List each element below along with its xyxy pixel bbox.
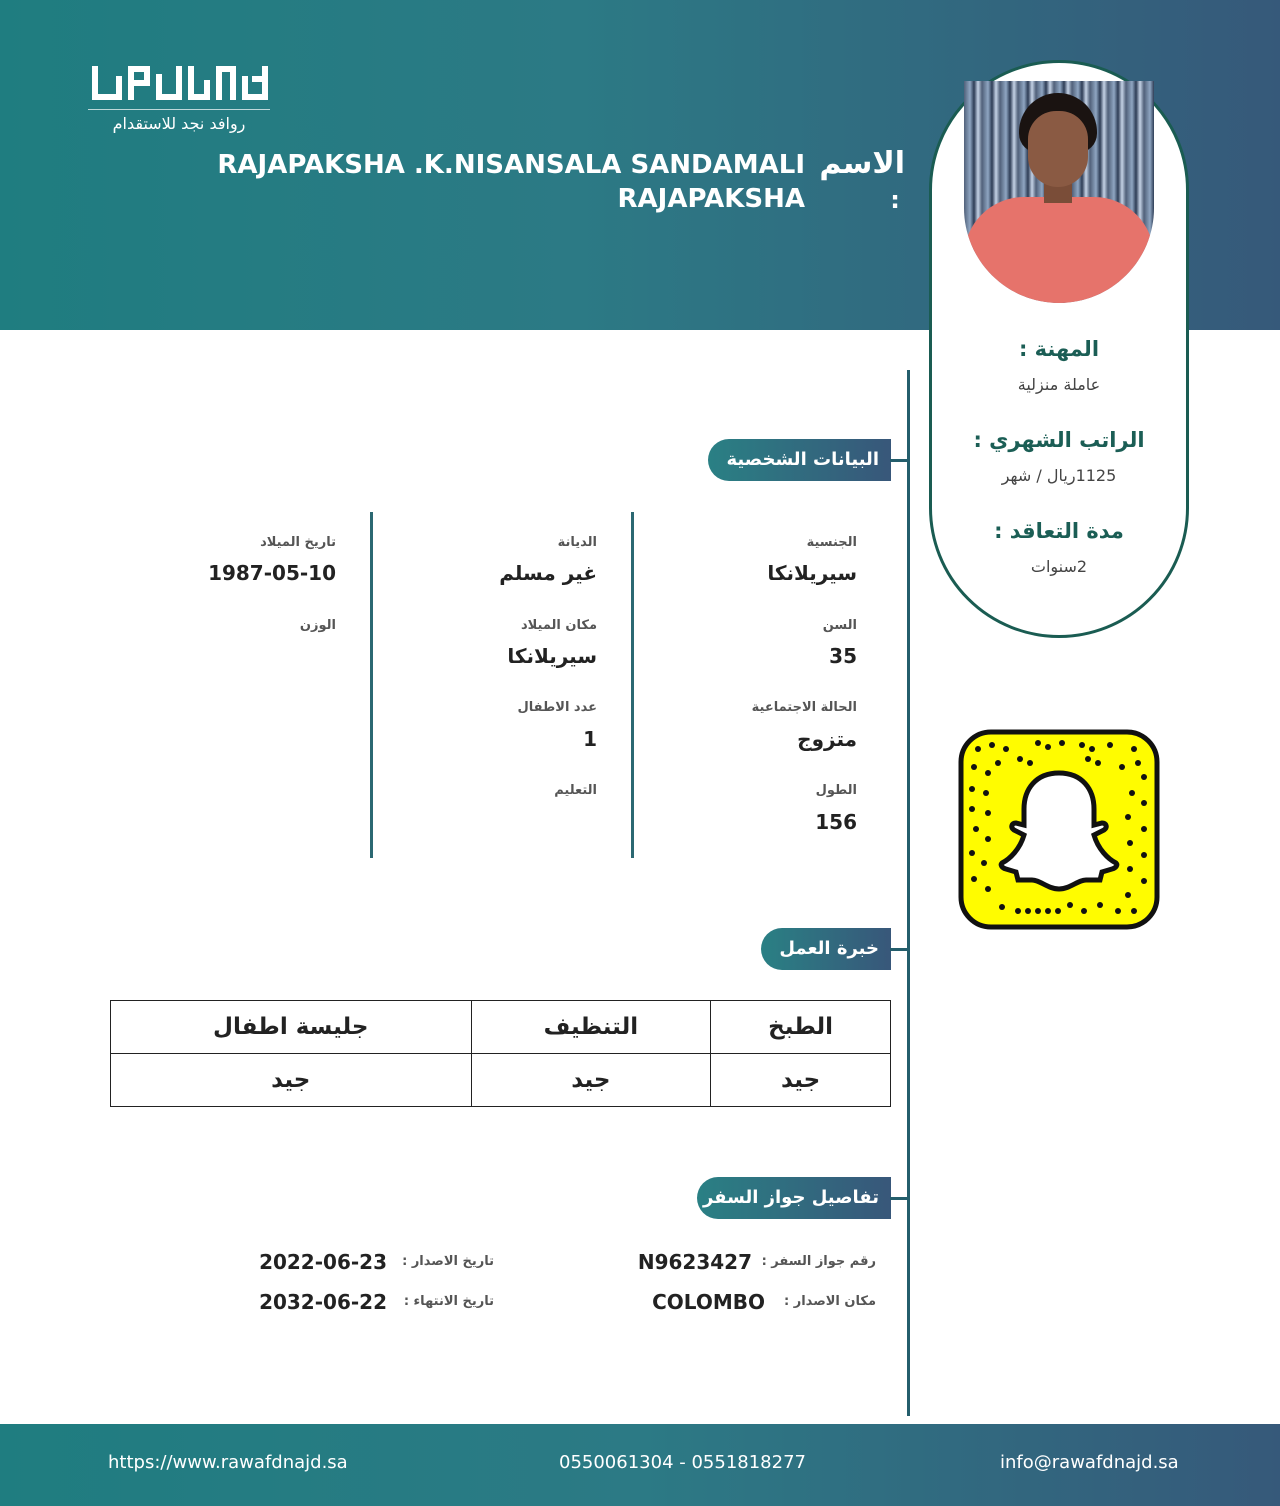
birthdate-value: 1987-05-10 (208, 561, 336, 585)
logo-mark-icon (92, 62, 268, 104)
profile-card (929, 60, 1189, 638)
profession-value: عاملة منزلية (1017, 375, 1101, 394)
height-value: 156 (815, 810, 857, 834)
skills-header-row (111, 1001, 891, 1054)
company-logo (88, 58, 272, 138)
connector-passport (890, 1197, 908, 1200)
connector-personal (890, 459, 908, 462)
birthplace-label: مكان الميلاد (520, 618, 597, 633)
height-label: الطول (815, 783, 857, 798)
section-personal-header: البيانات الشخصية (708, 439, 891, 481)
passport-place-value: COLOMBO (652, 1290, 765, 1314)
education-label: التعليم (554, 783, 597, 798)
timeline-line (907, 370, 910, 1416)
marital-status-value: متزوج (797, 727, 857, 751)
skills-level-row (111, 1054, 891, 1107)
skill-cleaning-header: التنظيف (471, 1001, 711, 1054)
nationality-label: الجنسية (806, 535, 857, 550)
salary-label: الراتب الشهري : (973, 428, 1145, 452)
birthdate-label: تاريخ الميلاد (260, 535, 336, 550)
children-label: عدد الاطفال (517, 700, 597, 715)
age-value: 35 (829, 644, 857, 668)
religion-value: غير مسلم (499, 561, 597, 585)
contract-value: 2سنوات (1030, 557, 1088, 576)
photo-shirt (964, 197, 1154, 303)
birthplace-value: سيريلانكا (507, 644, 597, 668)
section-passport-header: تفاصيل جواز السفر (697, 1177, 891, 1219)
passport-number-value: N9623427 (637, 1250, 752, 1274)
passport-issue-label: تاريخ الاصدار : (402, 1254, 494, 1269)
skill-cooking-level: جيد (711, 1054, 891, 1107)
passport-place-label: مكان الاصدار : (784, 1294, 876, 1309)
skill-cooking-header: الطبخ (711, 1001, 891, 1054)
passport-number-label: رقم جواز السفر : (761, 1254, 876, 1269)
footer-website-link[interactable]: https://www.rawafdnajd.sa (108, 1452, 348, 1473)
religion-label: الديانة (557, 535, 597, 550)
worker-name: RAJAPAKSHA .K.NISANSALA SANDAMALI RAJAPAKSHA (217, 150, 805, 214)
passport-expiry-label: تاريخ الانتهاء : (403, 1294, 494, 1309)
age-label: السن (822, 618, 857, 633)
logo-divider (88, 109, 270, 110)
footer-bar (0, 1424, 1280, 1506)
name-label: الاسم (819, 146, 905, 181)
connector-experience (890, 948, 908, 951)
footer-phone-numbers[interactable]: 0550061304 - 0551818277 (559, 1452, 806, 1473)
skill-babysitting-level: جيد (111, 1054, 472, 1107)
contract-label: مدة التعاقد : (994, 519, 1124, 543)
nationality-value: سيريلانكا (767, 561, 857, 585)
passport-issue-value: 2022-06-23 (259, 1250, 387, 1274)
skill-babysitting-header: جليسة اطفال (111, 1001, 472, 1054)
logo-subtitle: روافد نجد للاستقدام (112, 114, 246, 133)
worker-photo (964, 81, 1154, 303)
photo-face (1028, 111, 1088, 187)
section-experience-header: خبرة العمل (761, 928, 891, 970)
passport-expiry-value: 2032-06-22 (259, 1290, 387, 1314)
profession-label: المهنة : (1018, 337, 1100, 361)
footer-email-link[interactable]: info@rawafdnajd.sa (1000, 1452, 1179, 1473)
skill-cleaning-level: جيد (471, 1054, 711, 1107)
snapcode-icon[interactable] (958, 729, 1160, 930)
weight-label: الوزن (299, 618, 336, 633)
skills-table (110, 1000, 891, 1107)
children-value: 1 (583, 727, 597, 751)
marital-status-label: الحالة الاجتماعية (751, 700, 857, 715)
column-divider-1 (631, 512, 634, 858)
name-colon: : (890, 186, 900, 214)
salary-value: 1125ريال / شهر (1001, 466, 1117, 485)
column-divider-2 (370, 512, 373, 858)
